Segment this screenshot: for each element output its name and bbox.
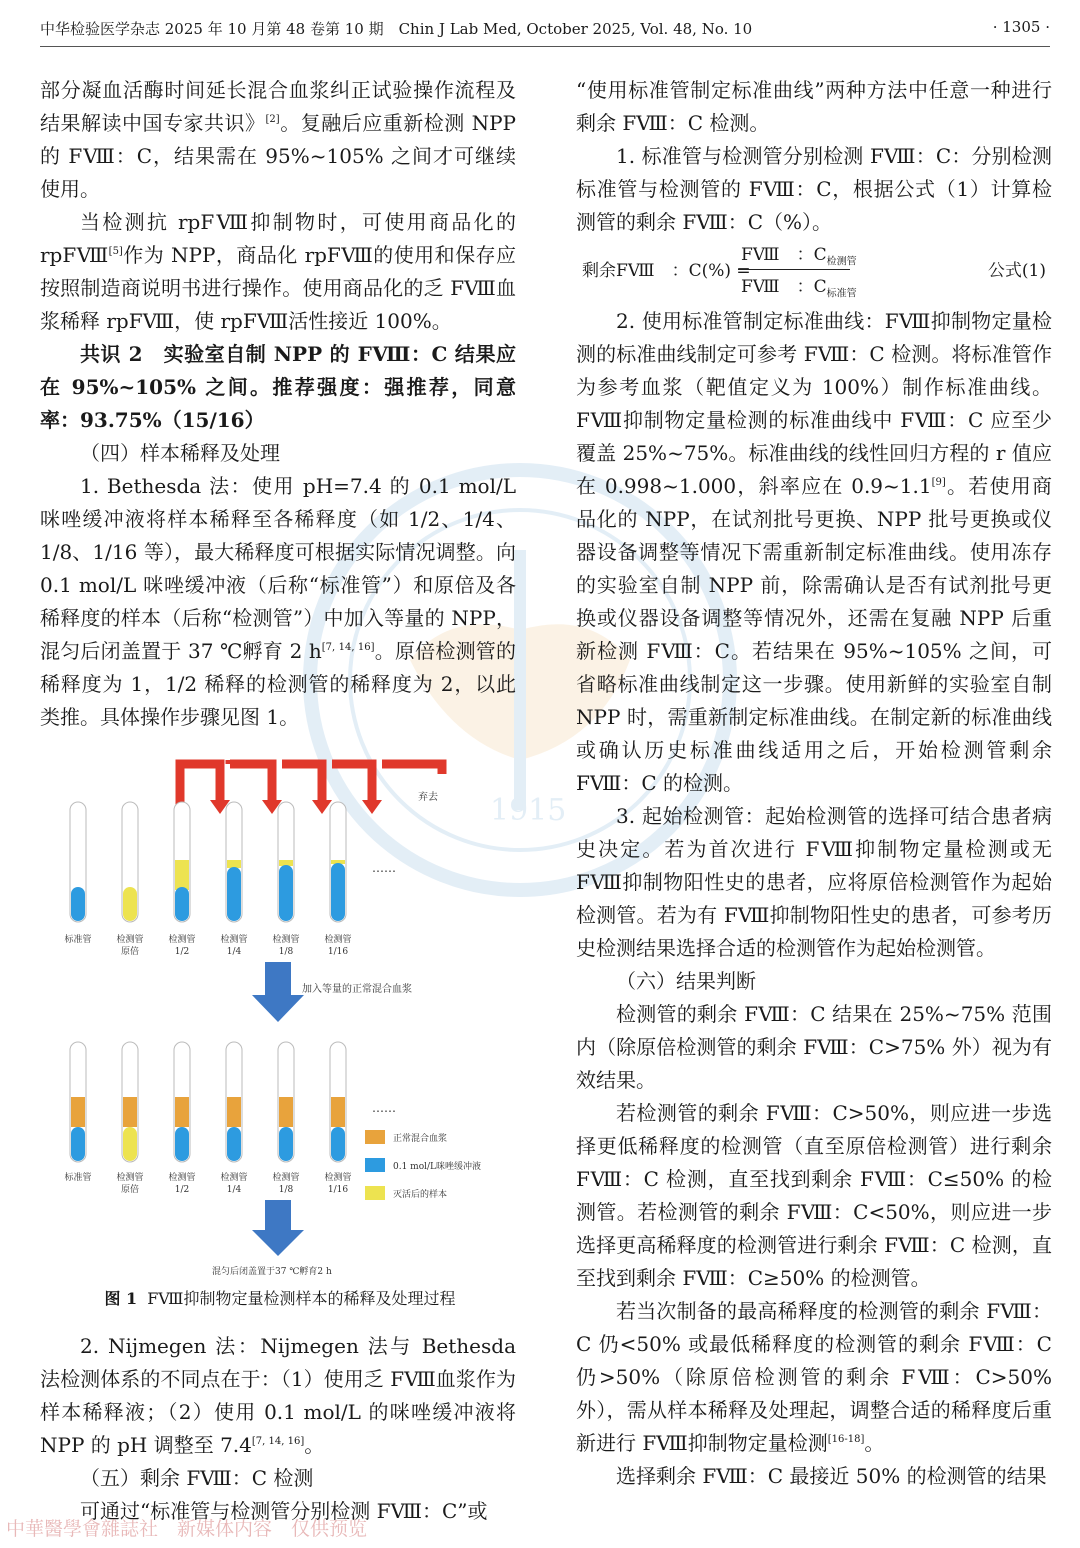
discard-label: 弃去 — [418, 792, 438, 803]
paragraph — [576, 1295, 1052, 1460]
publisher-footer — [0, 1510, 520, 1548]
step-arrow — [252, 962, 304, 1022]
tube — [226, 1042, 242, 1162]
tube — [174, 1042, 190, 1162]
citation: [2] — [265, 114, 280, 125]
tube-label: 检测管 — [116, 935, 144, 945]
tube-label: 检测管 — [168, 935, 196, 945]
citation: [7, 14, 16] — [251, 1436, 305, 1447]
text: 部分凝血活酶时间延长混合血浆纠正试验操作流程及结果解读中国专家共识》 — [40, 78, 516, 135]
text: 2. 使用标准管制定标准曲线：FⅧ抑制物定量检测的标准曲线制定可参考 FⅧ：C 检测。将标准管作为参考血浆（靶值定义为 100%）制作标准曲线。FⅧ抑制物定量检测的标准曲线中 FⅧ：C 应至少覆盖 25%~75%。标准曲线的线性回归方程的 r 值应在 0.998~1.000，斜率应在 0.9~1.1 — [576, 309, 1052, 498]
tube-row-bottom — [70, 1042, 396, 1162]
tube-label: 1/4 — [226, 1185, 242, 1195]
formula-1 — [576, 239, 1052, 305]
citation: [7, 14, 16] — [321, 642, 375, 653]
text: 1. Bethesda 法：使用 pH=7.4 的 0.1 mol/L 咪唑缓冲液将样本稀释至各稀释度（如 1/2、1/4、1/8、1/16 等），最大稀释度可根据实际情况调整。向 0.1 mol/L 咪唑缓冲液（后称“标准管”）和原倍及各稀释度的样本（后称“检测管”）中加入等量的 NPP，混匀后闭盖置于 37 ℃孵育 2 h — [40, 474, 516, 663]
text: 2. Nijmegen 法：Nijmegen 法与 Bethesda 法检测体系的不同点在于：（1）使用乏 FⅧ血浆作为样本稀释液；（2）使用 0.1 mol/L 的咪唑缓冲液将 NPP 的 pH 调整至 7.4 — [40, 1334, 516, 1457]
page-number-value: 1305 — [1002, 18, 1041, 36]
legend — [365, 1130, 481, 1200]
tube — [122, 802, 138, 922]
figure-title: FⅧ抑制物定量检测样本的稀释及处理过程 — [147, 1289, 456, 1308]
section-heading: （六）结果判断 — [616, 969, 756, 993]
paragraph: 3. 起始检测管：起始检测管的选择可结合患者病史决定。若为首次进行 FⅧ抑制物定量检测或无 FⅧ抑制物阳性史的患者，应将原倍检测管作为起始检测管。若为有 FⅧ抑制物阳性史的患者，可参考历史检测结果选择合适的检测管作为起始检测管。 — [576, 804, 1052, 960]
tube-label: 检测管 — [272, 1173, 300, 1183]
formula-lhs: 剩余FⅧ ：C(%) = — [582, 261, 751, 281]
tube-label: 检测管 — [324, 935, 352, 945]
tube-label: 原倍 — [120, 947, 140, 957]
citation: [9] — [931, 477, 946, 488]
tube-label: 1/8 — [278, 1185, 294, 1195]
paragraph — [40, 206, 516, 338]
legend-buffer: 0.1 mol/L咪唑缓冲液 — [393, 1162, 482, 1172]
tube-label: 1/2 — [174, 1185, 190, 1195]
transfer-arrows — [180, 760, 442, 807]
citation: [5] — [108, 246, 123, 257]
legend-sample: 灭活后的样本 — [393, 1190, 448, 1200]
step-1-label: 加入等量的正常混合血浆 — [302, 984, 412, 995]
paragraph: 可通过“标准管与检测管分别检测 FⅧ：C”或 — [80, 1499, 488, 1523]
formula-denominator — [741, 271, 857, 310]
header-rule — [40, 46, 1050, 47]
tube — [122, 1042, 138, 1162]
footer-text: 中華醫學會雜誌社 新媒体内容 仅供预览 — [6, 1518, 368, 1540]
figure-caption — [40, 1286, 520, 1309]
paragraph: 若检测管的剩余 FⅧ：C>50%，则应进一步选择更低稀释度的检测管（直至原倍检测管）进行剩余 FⅧ：C 检测，直至找到剩余 FⅧ：C≤50% 的检测管。若检测管的剩余 FⅧ：C<50%，则应进一步选择更高稀释度的检测管进行剩余 FⅧ：C 检测，直至找到剩余 FⅧ：C≥50% 的检测管。 — [576, 1101, 1052, 1290]
text: FⅧ ：C — [741, 245, 827, 265]
tube-label: 1/16 — [327, 1185, 349, 1195]
tube-label: 检测管 — [116, 1173, 144, 1183]
text: 。 — [304, 1433, 325, 1457]
text: 作为 NPP，商品化 rpFⅧ的使用和保存应按照制造商说明书进行操作。使用商品化的乏 FⅧ血浆稀释 rpFⅧ，使 rpFⅧ活性接近 100%。 — [40, 243, 516, 333]
section-heading: （五）剩余 FⅧ：C 检测 — [80, 1466, 314, 1490]
step-2-label: 混匀后闭盖置于37 ℃孵育2 h — [212, 1267, 332, 1277]
tube-label: 1/2 — [174, 947, 190, 957]
journal-header: 中华检验医学杂志 2025 年 10 月第 48 卷第 10 期 Chin J Lab Med, October 2025, Vol. 48, No. 10 — [40, 20, 753, 38]
text: 。 — [864, 1431, 885, 1455]
text: 检测管 — [826, 256, 857, 268]
legend-swatch-buffer — [365, 1158, 385, 1172]
text: 。复融后应重新检测 NPP 的 FⅧ：C，结果需在 95%~105% 之间才可继续使用。 — [40, 111, 516, 201]
tube — [70, 802, 86, 922]
figure-1-diagram — [50, 752, 520, 1282]
left-column-lower — [40, 1330, 516, 1528]
tube-label: 1/8 — [278, 947, 294, 957]
text: 当检测抗 rpFⅧ抑制物时，可使用商品化的 rpFⅧ — [40, 210, 516, 267]
tube — [278, 1042, 294, 1162]
tube — [330, 802, 346, 922]
tube — [174, 802, 190, 922]
more-tubes: …… — [372, 1101, 396, 1115]
legend-plasma: 正常混合血浆 — [393, 1134, 448, 1144]
tube — [330, 1042, 346, 1162]
more-tubes: …… — [372, 861, 396, 875]
paragraph — [40, 1330, 516, 1462]
tube-label: 检测管 — [324, 1173, 352, 1183]
paragraph — [40, 470, 516, 734]
text: 若当次制备的最高稀释度的检测管的剩余 FⅧ：C 仍<50% 或最低稀释度的检测管的剩余 FⅧ：C 仍>50%（除原倍检测管的剩余 FⅧ：C>50% 外），需从样本稀释及处理起，调整合适的稀释度后重新进行 FⅧ抑制物定量检测 — [576, 1299, 1052, 1455]
text: 标准管 — [826, 288, 857, 300]
tube-label: 原倍 — [120, 1185, 140, 1195]
section-heading: （四）样本稀释及处理 — [80, 441, 280, 465]
paragraph: 检测管的剩余 FⅧ：C 结果在 25%~75% 范围内（除原倍检测管的剩余 FⅧ：C>75% 外）视为有效结果。 — [576, 1002, 1052, 1092]
tube-label: 1/4 — [226, 947, 242, 957]
right-column — [576, 74, 1052, 1493]
legend-swatch-sample — [365, 1186, 385, 1200]
text: FⅧ ：C — [741, 277, 827, 297]
tube-label: 1/16 — [327, 947, 349, 957]
paragraph: 1. 标准管与检测管分别检测 FⅧ：C：分别检测标准管与检测管的 FⅧ：C，根据公式（1）计算检测管的剩余 FⅧ：C（%）。 — [576, 144, 1052, 234]
tube-label: 标准管 — [64, 935, 92, 945]
tube-label: 检测管 — [272, 935, 300, 945]
formula-label: 公式(1) — [987, 261, 1046, 281]
paragraph: 选择剩余 FⅧ：C 最接近 50% 的检测管的结果 — [616, 1464, 1047, 1488]
consensus-statement: 共识 2 实验室自制 NPP 的 FⅧ：C 结果应在 95%~105% 之间。推荐强度：强推荐，同意率：93.75%（15/16） — [40, 342, 516, 432]
paragraph — [576, 305, 1052, 800]
tube — [278, 802, 294, 922]
tube-labels-top — [64, 933, 351, 957]
tube-label: 检测管 — [220, 935, 248, 945]
text: 。原倍检测管的稀释度为 1，1/2 稀释的检测管的稀释度为 2，以此类推。具体操作步骤见图 1。 — [40, 639, 516, 729]
page-number: · 1305 · — [992, 18, 1050, 36]
legend-swatch-plasma — [365, 1130, 385, 1144]
citation: [16-18] — [827, 1434, 865, 1445]
tube-label: 检测管 — [220, 1173, 248, 1183]
tube-labels-bottom — [64, 1171, 351, 1195]
paragraph: “使用标准管制定标准曲线”两种方法中任意一种进行剩余 FⅧ：C 检测。 — [576, 78, 1052, 135]
tube-row-top — [70, 802, 396, 922]
tube — [70, 1042, 86, 1162]
tube — [226, 802, 242, 922]
tube-label: 标准管 — [64, 1173, 92, 1183]
step-arrow — [252, 1200, 304, 1256]
text: 。若使用商品化的 NPP，在试剂批号更换、NPP 批号更换或仪器设备调整等情况下需重新制定标准曲线。使用冻存的实验室自制 NPP 前，除需确认是否有试剂批号更换或仪器设备调整等情况外，还需在复融 NPP 后重新检测 FⅧ：C。若结果在 95%~105% 之间，可省略标准曲线制定这一步骤。使用新鲜的实验室自制 NPP 时，需重新制定标准曲线。在制定新的标准曲线或确认历史标准曲线适用之后，开始检测管剩余 FⅧ：C 的检测。 — [576, 474, 1053, 795]
fraction-bar — [738, 269, 850, 270]
left-column — [40, 74, 516, 734]
paragraph — [40, 74, 516, 206]
watermark-year: 1915 — [490, 793, 567, 828]
running-header — [40, 18, 1050, 42]
tube-label: 检测管 — [168, 1173, 196, 1183]
figure-number: 图 1 — [104, 1289, 138, 1308]
